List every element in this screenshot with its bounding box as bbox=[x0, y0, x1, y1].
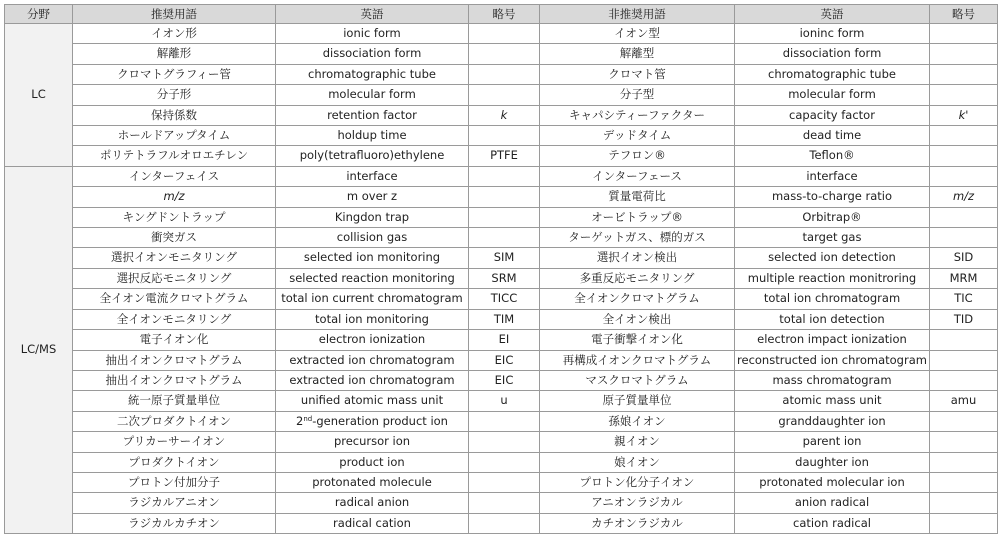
nonrecommended-term-cell: 質量電荷比 bbox=[540, 187, 735, 207]
recommended-abbr-cell: TICC bbox=[469, 289, 540, 309]
recommended-term-cell: ラジカルアニオン bbox=[73, 493, 276, 513]
recommended-term-cell: ラジカルカチオン bbox=[73, 513, 276, 533]
recommended-abbr-cell bbox=[469, 207, 540, 227]
recommended-english-cell: total ion monitoring bbox=[276, 309, 469, 329]
recommended-abbr-cell: SRM bbox=[469, 268, 540, 288]
nonrecommended-english-cell: parent ion bbox=[735, 432, 930, 452]
nonrecommended-english-cell: chromatographic tube bbox=[735, 64, 930, 84]
recommended-abbr-cell: EI bbox=[469, 330, 540, 350]
nonrecommended-english-cell: multiple reaction monitroring bbox=[735, 268, 930, 288]
nonrecommended-english-cell: daughter ion bbox=[735, 452, 930, 472]
nonrecommended-abbr-cell: TIC bbox=[930, 289, 998, 309]
recommended-abbr-cell: EIC bbox=[469, 370, 540, 390]
recommended-abbr-cell bbox=[469, 513, 540, 533]
recommended-english-cell: electron ionization bbox=[276, 330, 469, 350]
table-row bbox=[5, 493, 998, 513]
recommended-term-cell: 解離形 bbox=[73, 44, 276, 64]
recommended-abbr-cell bbox=[469, 85, 540, 105]
recommended-term-cell: 抽出イオンクロマトグラム bbox=[73, 350, 276, 370]
recommended-abbr-cell: TIM bbox=[469, 309, 540, 329]
header-field: 分野 bbox=[5, 5, 73, 24]
nonrecommended-english-cell: mass chromatogram bbox=[735, 370, 930, 390]
table-row bbox=[5, 289, 998, 309]
nonrecommended-term-cell: 解離型 bbox=[540, 44, 735, 64]
nonrecommended-english-cell: protonated molecular ion bbox=[735, 472, 930, 492]
nonrecommended-abbr-cell: amu bbox=[930, 391, 998, 411]
recommended-english-cell: protonated molecule bbox=[276, 472, 469, 492]
table-body bbox=[5, 24, 998, 534]
nonrecommended-english-cell: capacity factor bbox=[735, 105, 930, 125]
recommended-english-cell: ionic form bbox=[276, 24, 469, 44]
nonrecommended-term-cell: 孫娘イオン bbox=[540, 411, 735, 431]
nonrecommended-english-cell: atomic mass unit bbox=[735, 391, 930, 411]
nonrecommended-english-cell: interface bbox=[735, 166, 930, 186]
nonrecommended-term-cell: オービトラップ® bbox=[540, 207, 735, 227]
nonrecommended-abbr-cell bbox=[930, 432, 998, 452]
recommended-abbr-cell bbox=[469, 166, 540, 186]
header-nonrecommended-term: 非推奨用語 bbox=[540, 5, 735, 24]
nonrecommended-abbr-cell bbox=[930, 207, 998, 227]
nonrecommended-abbr-cell bbox=[930, 146, 998, 166]
table-row bbox=[5, 452, 998, 472]
recommended-english-cell: precursor ion bbox=[276, 432, 469, 452]
recommended-english-cell: unified atomic mass unit bbox=[276, 391, 469, 411]
table-row bbox=[5, 309, 998, 329]
recommended-english-cell: molecular form bbox=[276, 85, 469, 105]
nonrecommended-english-cell: ioninc form bbox=[735, 24, 930, 44]
recommended-term-cell: 電子イオン化 bbox=[73, 330, 276, 350]
table-row bbox=[5, 472, 998, 492]
recommended-term-cell: 抽出イオンクロマトグラム bbox=[73, 370, 276, 390]
recommended-term-cell: 全イオン電流クロマトグラム bbox=[73, 289, 276, 309]
nonrecommended-english-cell: total ion detection bbox=[735, 309, 930, 329]
nonrecommended-term-cell: プロトン化分子イオン bbox=[540, 472, 735, 492]
table-row bbox=[5, 432, 998, 452]
nonrecommended-term-cell: マスクロマトグラム bbox=[540, 370, 735, 390]
recommended-english-cell: selected ion monitoring bbox=[276, 248, 469, 268]
table-row bbox=[5, 268, 998, 288]
nonrecommended-abbr-cell bbox=[930, 85, 998, 105]
recommended-term-cell: 保持係数 bbox=[73, 105, 276, 125]
recommended-english-cell: collision gas bbox=[276, 228, 469, 248]
recommended-term-cell: プロトン付加分子 bbox=[73, 472, 276, 492]
recommended-abbr-cell bbox=[469, 493, 540, 513]
nonrecommended-abbr-cell: TID bbox=[930, 309, 998, 329]
recommended-abbr-cell bbox=[469, 432, 540, 452]
nonrecommended-abbr-cell bbox=[930, 166, 998, 186]
nonrecommended-english-cell: molecular form bbox=[735, 85, 930, 105]
recommended-term-cell: m/z bbox=[73, 187, 276, 207]
recommended-abbr-cell bbox=[469, 187, 540, 207]
recommended-abbr-cell bbox=[469, 126, 540, 146]
recommended-term-cell: インターフェイス bbox=[73, 166, 276, 186]
recommended-term-cell: ホールドアップタイム bbox=[73, 126, 276, 146]
recommended-term-cell: 全イオンモニタリング bbox=[73, 309, 276, 329]
recommended-abbr-cell: u bbox=[469, 391, 540, 411]
recommended-english-cell: dissociation form bbox=[276, 44, 469, 64]
recommended-abbr-cell: k bbox=[469, 105, 540, 125]
recommended-term-cell: キングドントラップ bbox=[73, 207, 276, 227]
nonrecommended-abbr-cell: k' bbox=[930, 105, 998, 125]
nonrecommended-term-cell: 分子型 bbox=[540, 85, 735, 105]
nonrecommended-term-cell: 娘イオン bbox=[540, 452, 735, 472]
nonrecommended-english-cell: Teflon® bbox=[735, 146, 930, 166]
terminology-table bbox=[4, 4, 998, 534]
recommended-term-cell: 統一原子質量単位 bbox=[73, 391, 276, 411]
category-cell: LC bbox=[5, 24, 73, 167]
nonrecommended-term-cell: クロマト管 bbox=[540, 64, 735, 84]
nonrecommended-english-cell: Orbitrap® bbox=[735, 207, 930, 227]
recommended-term-cell: 衝突ガス bbox=[73, 228, 276, 248]
nonrecommended-english-cell: dissociation form bbox=[735, 44, 930, 64]
table-row bbox=[5, 187, 998, 207]
recommended-abbr-cell: SIM bbox=[469, 248, 540, 268]
nonrecommended-term-cell: テフロン® bbox=[540, 146, 735, 166]
recommended-english-cell: Kingdon trap bbox=[276, 207, 469, 227]
recommended-abbr-cell bbox=[469, 411, 540, 431]
nonrecommended-abbr-cell: SID bbox=[930, 248, 998, 268]
header-recommended-term: 推奨用語 bbox=[73, 5, 276, 24]
recommended-term-cell: プリカーサーイオン bbox=[73, 432, 276, 452]
table-row bbox=[5, 64, 998, 84]
recommended-abbr-cell: PTFE bbox=[469, 146, 540, 166]
nonrecommended-abbr-cell bbox=[930, 513, 998, 533]
header-nonrecommended-english: 英語 bbox=[735, 5, 930, 24]
nonrecommended-abbr-cell bbox=[930, 44, 998, 64]
nonrecommended-abbr-cell bbox=[930, 64, 998, 84]
recommended-term-cell: 分子形 bbox=[73, 85, 276, 105]
table-row bbox=[5, 166, 998, 186]
nonrecommended-abbr-cell bbox=[930, 472, 998, 492]
recommended-english-cell: product ion bbox=[276, 452, 469, 472]
nonrecommended-term-cell: アニオンラジカル bbox=[540, 493, 735, 513]
nonrecommended-term-cell: キャパシティーファクター bbox=[540, 105, 735, 125]
nonrecommended-term-cell: 全イオン検出 bbox=[540, 309, 735, 329]
nonrecommended-english-cell: dead time bbox=[735, 126, 930, 146]
nonrecommended-english-cell: anion radical bbox=[735, 493, 930, 513]
recommended-term-cell: イオン形 bbox=[73, 24, 276, 44]
nonrecommended-term-cell: カチオンラジカル bbox=[540, 513, 735, 533]
header-recommended-english: 英語 bbox=[276, 5, 469, 24]
nonrecommended-english-cell: electron impact ionization bbox=[735, 330, 930, 350]
recommended-term-cell: 選択イオンモニタリング bbox=[73, 248, 276, 268]
table-row bbox=[5, 411, 998, 431]
terminology-table-container bbox=[4, 4, 998, 534]
table-row bbox=[5, 330, 998, 350]
nonrecommended-english-cell: selected ion detection bbox=[735, 248, 930, 268]
nonrecommended-english-cell: target gas bbox=[735, 228, 930, 248]
recommended-abbr-cell bbox=[469, 24, 540, 44]
nonrecommended-term-cell: デッドタイム bbox=[540, 126, 735, 146]
recommended-english-cell: radical anion bbox=[276, 493, 469, 513]
nonrecommended-term-cell: 親イオン bbox=[540, 432, 735, 452]
nonrecommended-english-cell: mass-to-charge ratio bbox=[735, 187, 930, 207]
nonrecommended-term-cell: イオン型 bbox=[540, 24, 735, 44]
nonrecommended-abbr-cell bbox=[930, 350, 998, 370]
nonrecommended-english-cell: granddaughter ion bbox=[735, 411, 930, 431]
nonrecommended-term-cell: 多重反応モニタリング bbox=[540, 268, 735, 288]
nonrecommended-abbr-cell bbox=[930, 24, 998, 44]
recommended-abbr-cell bbox=[469, 472, 540, 492]
nonrecommended-english-cell: cation radical bbox=[735, 513, 930, 533]
table-row bbox=[5, 228, 998, 248]
table-row bbox=[5, 370, 998, 390]
header-recommended-abbr: 略号 bbox=[469, 5, 540, 24]
nonrecommended-abbr-cell bbox=[930, 493, 998, 513]
recommended-english-cell: extracted ion chromatogram bbox=[276, 370, 469, 390]
nonrecommended-term-cell: 原子質量単位 bbox=[540, 391, 735, 411]
table-row bbox=[5, 85, 998, 105]
nonrecommended-abbr-cell bbox=[930, 330, 998, 350]
recommended-abbr-cell bbox=[469, 64, 540, 84]
nonrecommended-term-cell: 電子衝撃イオン化 bbox=[540, 330, 735, 350]
recommended-english-cell: retention factor bbox=[276, 105, 469, 125]
nonrecommended-abbr-cell: m/z bbox=[930, 187, 998, 207]
header-row bbox=[5, 5, 998, 24]
recommended-english-cell: interface bbox=[276, 166, 469, 186]
nonrecommended-abbr-cell bbox=[930, 126, 998, 146]
nonrecommended-term-cell: 選択イオン検出 bbox=[540, 248, 735, 268]
table-row bbox=[5, 105, 998, 125]
header-nonrecommended-abbr: 略号 bbox=[930, 5, 998, 24]
recommended-english-cell: m over z bbox=[276, 187, 469, 207]
table-row bbox=[5, 126, 998, 146]
recommended-term-cell: 二次プロダクトイオン bbox=[73, 411, 276, 431]
recommended-english-cell: selected reaction monitoring bbox=[276, 268, 469, 288]
table-row bbox=[5, 391, 998, 411]
table-row bbox=[5, 248, 998, 268]
nonrecommended-english-cell: reconstructed ion chromatogram bbox=[735, 350, 930, 370]
nonrecommended-abbr-cell bbox=[930, 370, 998, 390]
table-row bbox=[5, 350, 998, 370]
recommended-term-cell: ポリテトラフルオロエチレン bbox=[73, 146, 276, 166]
category-cell: LC/MS bbox=[5, 166, 73, 533]
recommended-english-cell: extracted ion chromatogram bbox=[276, 350, 469, 370]
recommended-term-cell: 選択反応モニタリング bbox=[73, 268, 276, 288]
nonrecommended-term-cell: ターゲットガス、標的ガス bbox=[540, 228, 735, 248]
recommended-abbr-cell bbox=[469, 44, 540, 64]
recommended-abbr-cell: EIC bbox=[469, 350, 540, 370]
table-row bbox=[5, 146, 998, 166]
nonrecommended-english-cell: total ion chromatogram bbox=[735, 289, 930, 309]
recommended-english-cell: total ion current chromatogram bbox=[276, 289, 469, 309]
table-row bbox=[5, 44, 998, 64]
recommended-abbr-cell bbox=[469, 452, 540, 472]
nonrecommended-term-cell: インターフェース bbox=[540, 166, 735, 186]
recommended-abbr-cell bbox=[469, 228, 540, 248]
table-row bbox=[5, 207, 998, 227]
nonrecommended-abbr-cell bbox=[930, 411, 998, 431]
table-row bbox=[5, 513, 998, 533]
recommended-english-cell: radical cation bbox=[276, 513, 469, 533]
recommended-term-cell: クロマトグラフィー管 bbox=[73, 64, 276, 84]
nonrecommended-abbr-cell: MRM bbox=[930, 268, 998, 288]
nonrecommended-term-cell: 全イオンクロマトグラム bbox=[540, 289, 735, 309]
nonrecommended-term-cell: 再構成イオンクロマトグラム bbox=[540, 350, 735, 370]
recommended-english-cell: chromatographic tube bbox=[276, 64, 469, 84]
recommended-english-cell: poly(tetrafluoro)ethylene bbox=[276, 146, 469, 166]
recommended-english-cell: holdup time bbox=[276, 126, 469, 146]
nonrecommended-abbr-cell bbox=[930, 228, 998, 248]
recommended-english-cell: 2nd-generation product ion bbox=[276, 411, 469, 431]
table-row bbox=[5, 24, 998, 44]
recommended-term-cell: プロダクトイオン bbox=[73, 452, 276, 472]
nonrecommended-abbr-cell bbox=[930, 452, 998, 472]
